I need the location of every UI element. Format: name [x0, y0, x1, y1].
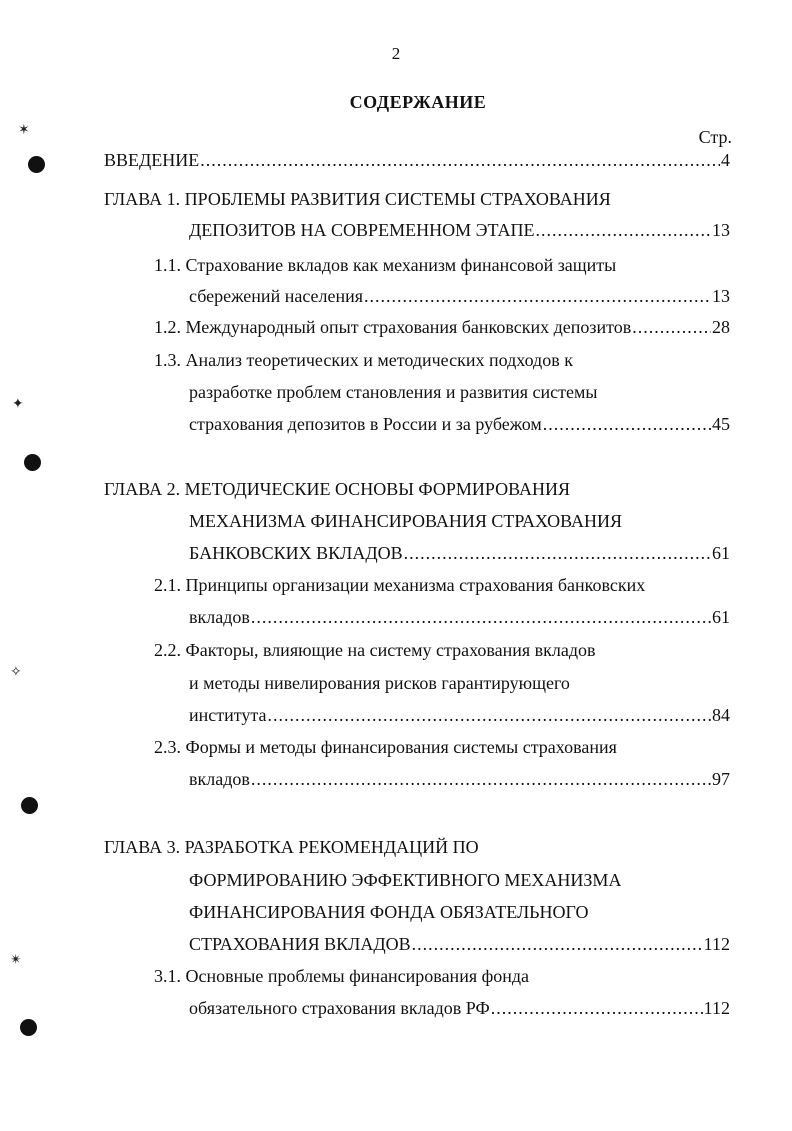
toc-entry-title: обязательного страхования вкладов РФ — [189, 998, 490, 1018]
toc-entry-title: разработке проблем становления и развития системы — [189, 382, 598, 402]
binder-hole-mark — [21, 797, 38, 814]
toc-entry-page: 13 — [712, 286, 730, 306]
dot-leader — [200, 148, 720, 172]
toc-entry-title: 1.1. Страхование вкладов как механизм финансовой защиты — [154, 255, 617, 275]
toc-section-1-1-cont[interactable] — [189, 284, 730, 308]
toc-section-2-3-cont[interactable] — [189, 767, 730, 791]
binder-hole-mark — [28, 156, 45, 173]
binder-hole-mark — [20, 1019, 37, 1036]
toc-entry-title: страхования депозитов в России и за рубежом — [189, 414, 542, 434]
dot-leader — [267, 703, 711, 727]
toc-section-2-3[interactable] — [154, 735, 617, 759]
toc-entry-title: ФОРМИРОВАНИЮ ЭФФЕКТИВНОГО МЕХАНИЗМА — [189, 870, 622, 890]
binder-hole-mark — [24, 454, 41, 471]
dot-leader — [251, 767, 711, 791]
toc-entry-title: института — [189, 705, 267, 725]
scan-speck-icon: ✶ — [18, 123, 30, 138]
page-number: 2 — [391, 44, 401, 63]
toc-entry-title: и методы нивелирования рисков гарантирующего — [189, 673, 570, 693]
toc-chapter-2-heading-cont[interactable] — [189, 509, 622, 533]
toc-entry-title: 1.3. Анализ теоретических и методических подходов к — [154, 350, 573, 370]
dot-leader — [412, 932, 703, 956]
toc-entry-title: СТРАХОВАНИЯ ВКЛАДОВ — [189, 934, 411, 954]
toc-entry-page: 13 — [712, 220, 730, 240]
toc-entry-title: сбережений населения — [189, 286, 364, 306]
dot-leader — [536, 218, 711, 242]
toc-entry-page: 112 — [703, 934, 730, 954]
toc-chapter-1-heading-cont[interactable] — [189, 218, 730, 242]
toc-section-2-1[interactable] — [154, 573, 645, 597]
dot-leader — [543, 412, 711, 436]
toc-entry-page: 61 — [712, 607, 730, 627]
toc-chapter-3-heading[interactable] — [104, 835, 479, 859]
toc-entry-page: 61 — [712, 543, 730, 563]
toc-entry-title: 3.1. Основные проблемы финансирования фонда — [154, 966, 530, 986]
toc-entry-page: 112 — [703, 998, 730, 1018]
toc-entry-title: 1.2. Международный опыт страхования банковских депозитов — [154, 317, 632, 337]
toc-entry-title: ГЛАВА 3. РАЗРАБОТКА РЕКОМЕНДАЦИЙ ПО — [104, 837, 479, 857]
toc-section-2-1-cont[interactable] — [189, 605, 730, 629]
dot-leader — [404, 541, 711, 565]
dot-leader — [632, 315, 711, 339]
toc-entry-page: 4 — [721, 150, 730, 170]
toc-entry-title: ГЛАВА 2. МЕТОДИЧЕСКИЕ ОСНОВЫ ФОРМИРОВАНИЯ — [104, 479, 570, 499]
toc-entry-title: вкладов — [189, 769, 250, 789]
toc-entry-title: ДЕПОЗИТОВ НА СОВРЕМЕННОМ ЭТАПЕ — [189, 220, 535, 240]
toc-entry-title: 2.2. Факторы, влияющие на систему страхования вкладов — [154, 640, 596, 660]
toc-entry-title: МЕХАНИЗМА ФИНАНСИРОВАНИЯ СТРАХОВАНИЯ — [189, 511, 623, 531]
toc-entry-page: 84 — [712, 705, 730, 725]
toc-chapter-2-heading[interactable] — [104, 477, 570, 501]
scan-speck-icon: ✧ — [10, 665, 22, 680]
toc-entry-intro[interactable] — [104, 148, 730, 172]
toc-section-2-2[interactable] — [154, 638, 596, 662]
dot-leader — [491, 996, 703, 1020]
toc-entry-page: 45 — [712, 414, 730, 434]
toc-entry-title: ВВЕДЕНИЕ — [104, 150, 200, 170]
toc-entry-page: 97 — [712, 769, 730, 789]
toc-entry-page: 28 — [712, 317, 730, 337]
document-title: СОДЕРЖАНИЕ — [349, 92, 487, 112]
toc-entry-title: БАНКОВСКИХ ВКЛАДОВ — [189, 543, 403, 563]
toc-chapter-2-heading-cont2[interactable] — [189, 541, 730, 565]
toc-section-1-3-cont[interactable] — [189, 380, 597, 404]
toc-section-2-2-cont[interactable] — [189, 671, 570, 695]
toc-section-1-3-cont2[interactable] — [189, 412, 730, 436]
toc-entry-title: вкладов — [189, 607, 250, 627]
toc-section-1-1[interactable] — [154, 253, 616, 277]
toc-entry-title: 2.3. Формы и методы финансирования системы страхования — [154, 737, 617, 757]
dot-leader — [364, 284, 711, 308]
dot-leader — [251, 605, 711, 629]
toc-chapter-3-heading-cont3[interactable] — [189, 932, 730, 956]
toc-chapter-1-heading[interactable] — [104, 187, 611, 211]
toc-section-1-2[interactable] — [154, 315, 730, 339]
page-column-label: Стр. — [698, 127, 732, 147]
toc-section-2-2-cont2[interactable] — [189, 703, 730, 727]
scan-speck-icon: ✦ — [12, 397, 24, 412]
toc-section-3-1[interactable] — [154, 964, 529, 988]
toc-entry-title: ГЛАВА 1. ПРОБЛЕМЫ РАЗВИТИЯ СИСТЕМЫ СТРАХОВАНИЯ — [104, 189, 611, 209]
toc-section-1-3[interactable] — [154, 348, 573, 372]
toc-chapter-3-heading-cont[interactable] — [189, 868, 621, 892]
scan-speck-icon: ✴ — [10, 953, 22, 968]
toc-entry-title: 2.1. Принципы организации механизма страхования банковских — [154, 575, 646, 595]
toc-chapter-3-heading-cont2[interactable] — [189, 900, 588, 924]
toc-entry-title: ФИНАНСИРОВАНИЯ ФОНДА ОБЯЗАТЕЛЬНОГО — [189, 902, 589, 922]
toc-section-3-1-cont[interactable] — [189, 996, 730, 1020]
